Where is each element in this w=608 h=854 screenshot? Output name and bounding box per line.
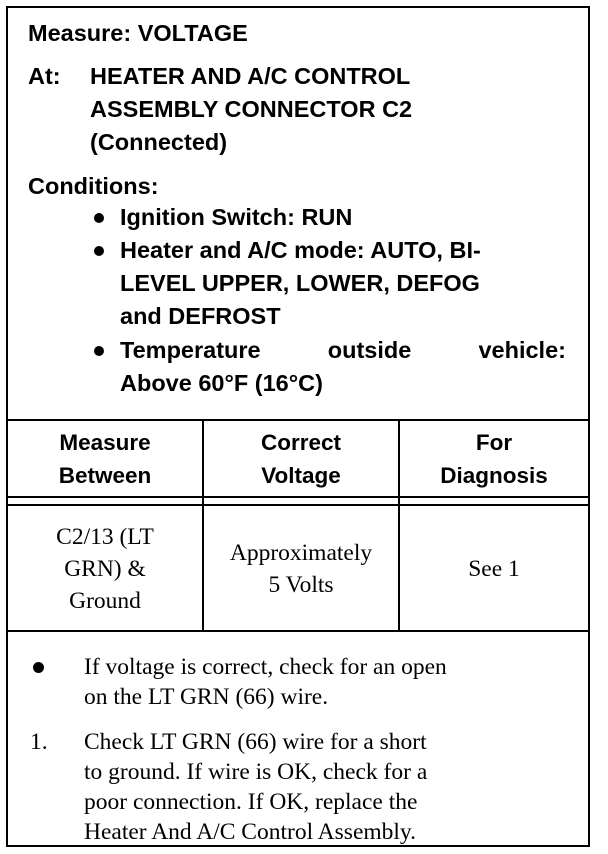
condition-item (120, 334, 566, 400)
test-header (8, 8, 588, 419)
at-line-3: (Connected) (90, 129, 228, 155)
note-line: Heater And A/C Control Assembly. (84, 819, 417, 845)
header-line: Between (58, 462, 152, 488)
note-line: to ground. If wire is OK, check for a (84, 759, 428, 785)
cell-line: GRN) & (64, 556, 146, 582)
cell-measure-between (8, 506, 204, 632)
header-correct-voltage (204, 421, 400, 496)
cell-line: Ground (69, 588, 141, 614)
diagnostic-chart (6, 6, 590, 847)
table-header-row (8, 421, 588, 496)
word: vehicle: (478, 337, 566, 363)
condition-item (120, 234, 566, 333)
cell-line: 5 Volts (268, 572, 334, 598)
rule-segment (204, 498, 400, 504)
at-label: At: (28, 63, 61, 89)
bullet-icon (94, 213, 104, 223)
header-for-diagnosis (400, 421, 588, 496)
condition-line (120, 334, 566, 367)
header-line: Correct (260, 429, 342, 455)
condition-line: Heater and A/C mode: AUTO, BI- (120, 237, 481, 263)
cell-for-diagnosis: See 1 (468, 556, 520, 582)
bullet-icon (33, 662, 44, 673)
measurement-table (8, 419, 588, 632)
condition-line: and DEFROST (120, 303, 281, 329)
header-line: Diagnosis (440, 462, 548, 488)
notes-section (8, 630, 588, 847)
cell-correct-voltage (204, 506, 400, 632)
word: Temperature (120, 337, 261, 363)
at-line-1: HEATER AND A/C CONTROL (90, 63, 411, 89)
bullet-icon (94, 246, 104, 256)
condition-line: Ignition Switch: RUN (120, 204, 353, 230)
note-item (84, 727, 574, 847)
header-line: For (475, 429, 513, 455)
at-line-2: ASSEMBLY CONNECTOR C2 (90, 96, 413, 122)
note-line: poor connection. If OK, replace the (84, 789, 418, 815)
rule-segment (400, 498, 588, 504)
note-line: Check LT GRN (66) wire for a short (84, 729, 427, 755)
condition-item (120, 201, 566, 234)
cell-line: C2/13 (LT (56, 524, 154, 550)
header-line: Voltage (261, 462, 341, 488)
double-rule (8, 496, 588, 506)
condition-line: Above 60°F (16°C) (120, 370, 323, 396)
bullet-icon (94, 346, 104, 356)
note-item (84, 652, 574, 712)
header-line: Measure (59, 429, 151, 455)
rule-segment (8, 498, 204, 504)
note-number: 1. (30, 729, 48, 755)
word: outside (327, 337, 412, 363)
header-measure-between (8, 421, 204, 496)
table-row (8, 506, 588, 632)
condition-line: LEVEL UPPER, LOWER, DEFOG (120, 270, 480, 296)
note-line: on the LT GRN (66) wire. (84, 684, 329, 710)
cell-line: Approximately (229, 540, 373, 566)
measure-title: Measure: VOLTAGE (28, 20, 248, 46)
note-line: If voltage is correct, check for an open (84, 654, 447, 680)
conditions-label: Conditions: (28, 173, 159, 199)
